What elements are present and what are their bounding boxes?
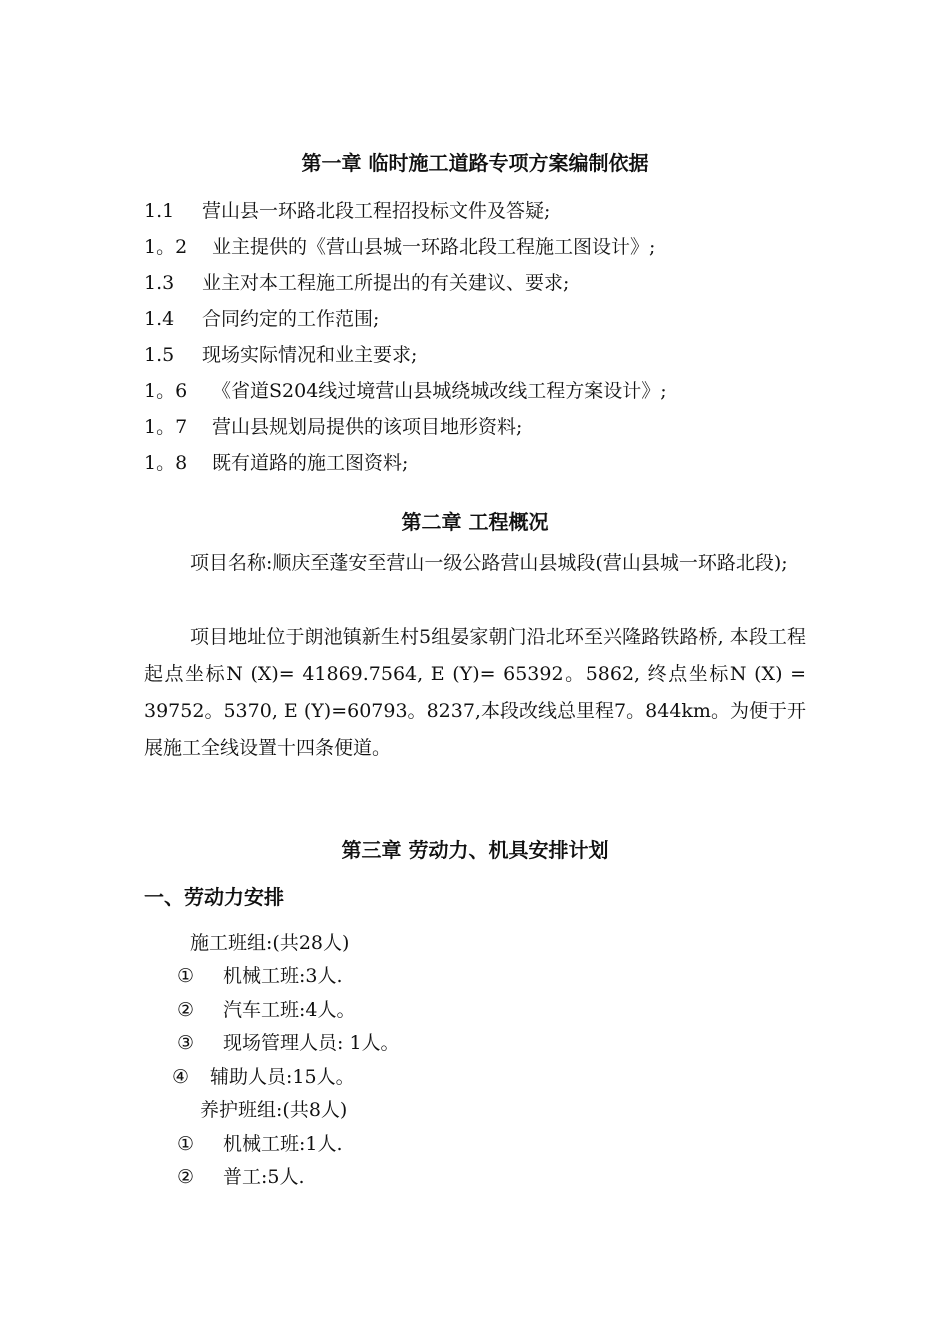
list-item: 1。8 既有道路的施工图资料; bbox=[144, 452, 409, 474]
list-item: ② 普工:5人. bbox=[177, 1166, 305, 1188]
list-item: 1.1 营山县一环路北段工程招投标文件及答疑; bbox=[144, 200, 551, 222]
list-item: 1。7 营山县规划局提供的该项目地形资料; bbox=[144, 416, 523, 438]
list-item: 1.4 合同约定的工作范围; bbox=[144, 308, 380, 330]
list-item: 1。6 《省道S204线过境营山县城绕城改线工程方案设计》; bbox=[144, 380, 667, 402]
list-item: ④ 辅助人员:15人。 bbox=[172, 1066, 355, 1088]
team1-label: 施工班组:(共28人) bbox=[190, 932, 350, 954]
team2-label: 养护班组:(共8人) bbox=[200, 1099, 348, 1121]
section-labor-title: 一、劳动力安排 bbox=[144, 885, 284, 909]
list-item: ① 机械工班:1人. bbox=[177, 1133, 343, 1155]
list-item: 1.5 现场实际情况和业主要求; bbox=[144, 344, 418, 366]
list-item: ③ 现场管理人员: 1人。 bbox=[177, 1032, 400, 1054]
project-address-paragraph: 项目地址位于朗池镇新生村5组晏家朝门沿北环至兴隆路铁路桥, 本段工程起点坐标N (X)= 41869.7564, E (Y)= 65392。5862, 终点坐标N (X) = 39752。5370, E (Y)=60793。8237,本段改线总里程7。844km。为便于开展施工全线设置十四条便道。 bbox=[144, 626, 806, 759]
list-item: ① 机械工班:3人. bbox=[177, 965, 343, 987]
project-name-paragraph: 项目名称:顺庆至蓬安至营山一级公路营山县城段(营山县城一环路北段); bbox=[190, 552, 788, 574]
chapter1-title: 第一章 临时施工道路专项方案编制依据 bbox=[301, 151, 649, 175]
list-item: ② 汽车工班:4人。 bbox=[177, 999, 356, 1021]
chapter2-title: 第二章 工程概况 bbox=[401, 510, 549, 534]
list-item: 1。2 业主提供的《营山县城一环路北段工程施工图设计》; bbox=[144, 236, 656, 258]
list-item: 1.3 业主对本工程施工所提出的有关建议、要求; bbox=[144, 272, 570, 294]
chapter3-title: 第三章 劳动力、机具安排计划 bbox=[341, 838, 609, 862]
